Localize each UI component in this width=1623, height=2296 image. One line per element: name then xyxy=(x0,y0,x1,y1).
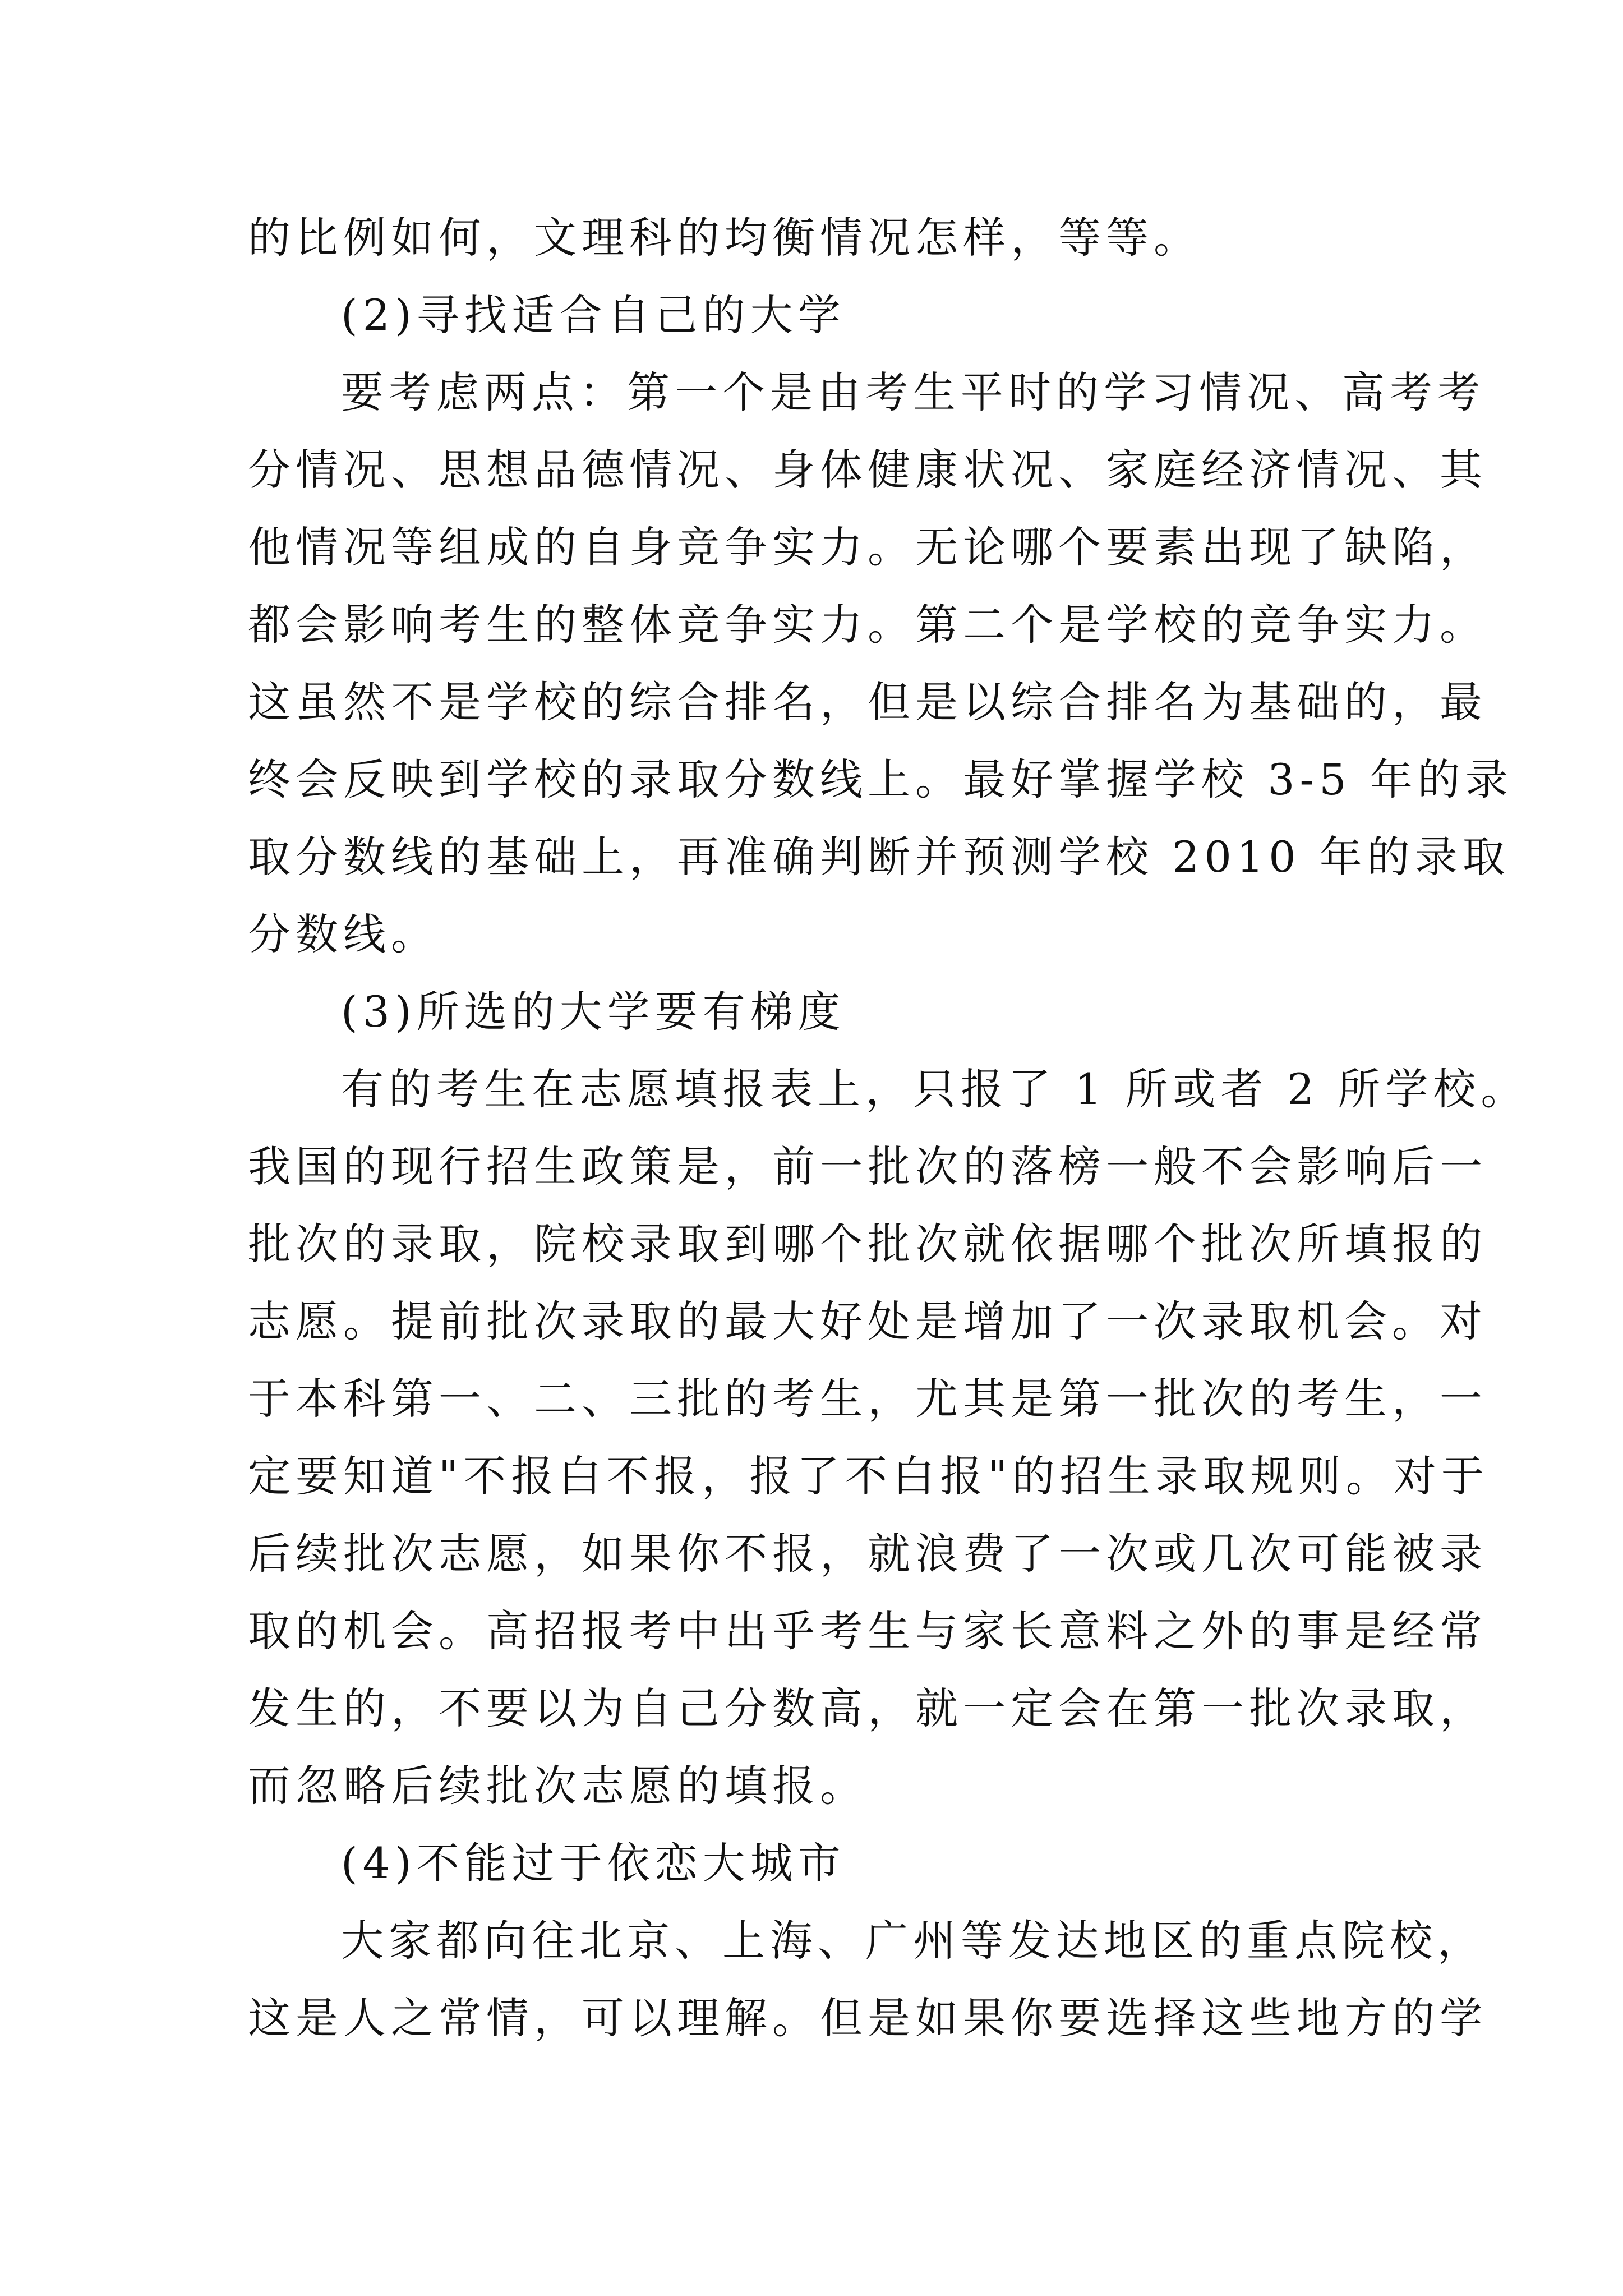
text-line: 分情况、思想品德情况、身体健康状况、家庭经济情况、其 xyxy=(248,445,1487,495)
text-line: 而忽略后续批次志愿的填报。 xyxy=(248,1761,868,1811)
text-line: 我国的现行招生政策是，前一批次的落榜一般不会影响后一 xyxy=(248,1142,1487,1191)
text-line: 定要知道"不报白不报，报了不白报"的招生录取规则。对于 xyxy=(248,1451,1489,1501)
text-line: 有的考生在志愿填报表上，只报了 1 所或者 2 所学校。 xyxy=(341,1064,1529,1114)
text-line: 取的机会。高招报考中出乎考生与家长意料之外的事是经常 xyxy=(248,1606,1487,1656)
text-line: 的比例如何，文理科的均衡情况怎样，等等。 xyxy=(248,213,1201,263)
text-line: 都会影响考生的整体竞争实力。第二个是学校的竞争实力。 xyxy=(248,600,1487,650)
text-line: 终会反映到学校的录取分数线上。最好掌握学校 3-5 年的录 xyxy=(248,754,1513,804)
text-line: 后续批次志愿，如果你不报，就浪费了一次或几次可能被录 xyxy=(248,1529,1487,1579)
body-text xyxy=(248,199,1529,2057)
text-line: 他情况等组成的自身竞争实力。无论哪个要素出现了缺陷， xyxy=(248,522,1487,572)
text-line: 要考虑两点：第一个是由考生平时的学习情况、高考考 xyxy=(341,367,1485,417)
text-line: (2)寻找适合自己的大学 xyxy=(341,290,846,340)
text-line: 这是人之常情，可以理解。但是如果你要选择这些地方的学 xyxy=(248,1993,1487,2043)
text-line: 这虽然不是学校的综合排名，但是以综合排名为基础的，最 xyxy=(248,677,1487,727)
text-line: (3)所选的大学要有梯度 xyxy=(341,987,846,1037)
text-line: 取分数线的基础上，再准确判断并预测学校 2010 年的录取 xyxy=(248,832,1510,882)
text-line: 发生的，不要以为自己分数高，就一定会在第一批次录取， xyxy=(248,1683,1487,1733)
text-line: 志愿。提前批次录取的最大好处是增加了一次录取机会。对 xyxy=(248,1296,1487,1346)
text-line: 于本科第一、二、三批的考生，尤其是第一批次的考生，一 xyxy=(248,1374,1487,1424)
text-line: 大家都向往北京、上海、广州等发达地区的重点院校， xyxy=(341,1916,1485,1966)
text-line: (4)不能过于依恋大城市 xyxy=(341,1838,846,1888)
text-line: 批次的录取，院校录取到哪个批次就依据哪个批次所填报的 xyxy=(248,1219,1487,1269)
text-line: 分数线。 xyxy=(248,909,439,959)
